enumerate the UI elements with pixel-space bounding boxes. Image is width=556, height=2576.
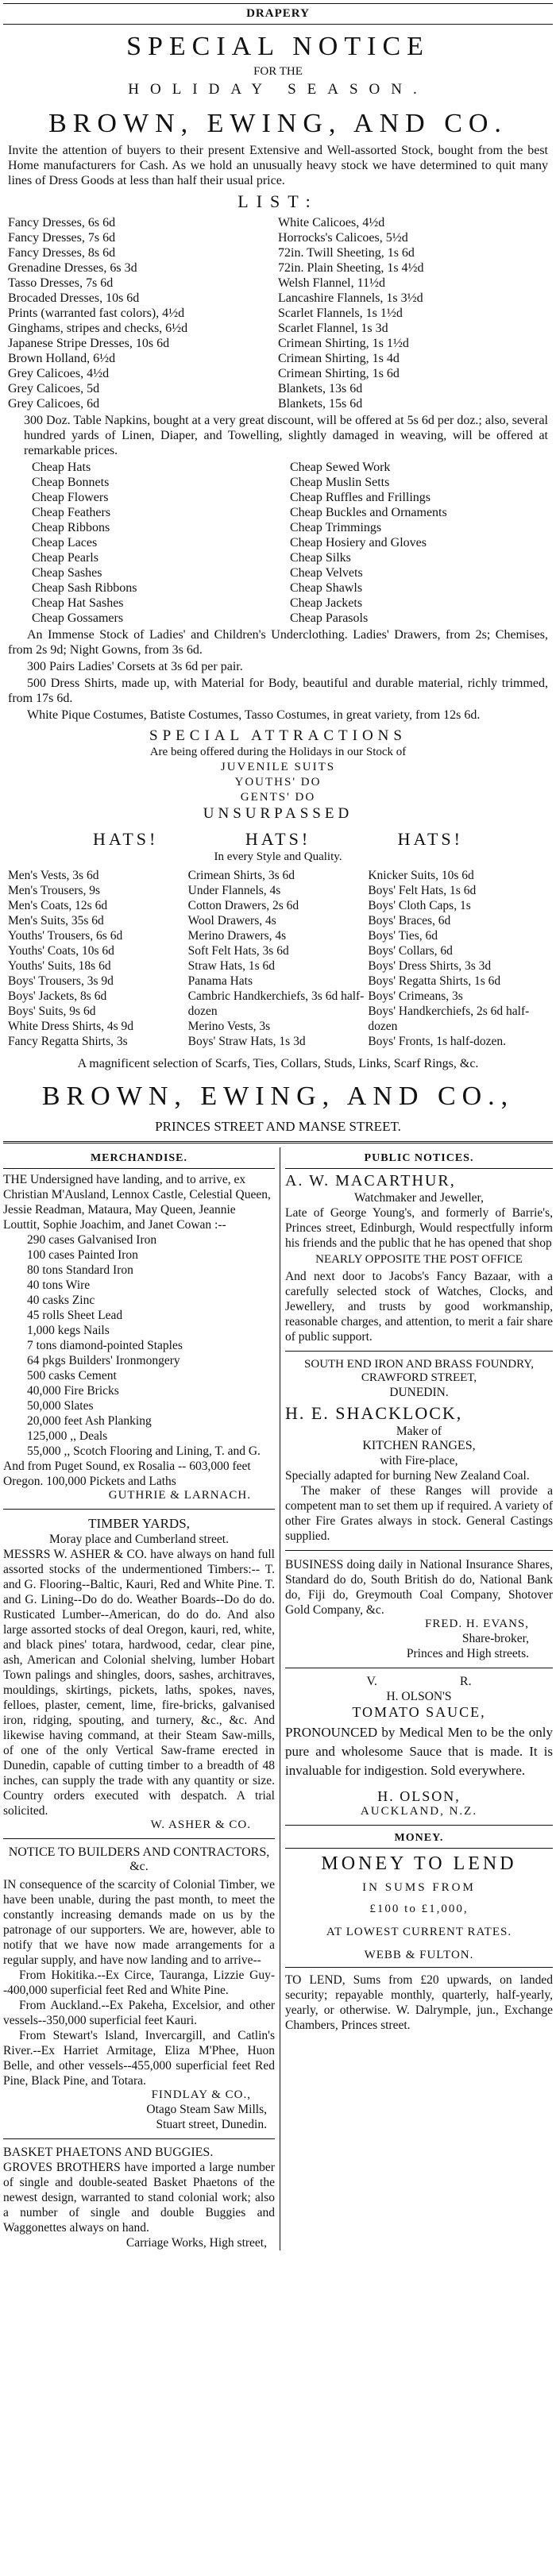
evans-signature: FRED. H. EVANS, [425, 1618, 529, 1630]
list-item: Welsh Flannel, 11½d [278, 276, 385, 290]
newspaper-page [3, 3, 553, 2250]
list-item: Cheap Laces [32, 536, 98, 550]
list-item: Cheap Jackets [290, 596, 363, 610]
list-item: 40,000 Fire Bricks [27, 1384, 119, 1398]
list-item: Boys' Crimeans, 3s [368, 989, 463, 1003]
timber-signature: W. ASHER & CO. [150, 1818, 251, 1831]
macarthur-body-2: And next door to Jacobs's Fancy Bazaar, with a carefully selected stock of Watches, Clocks, and Jewellery, and trusts by good workmanship, reasonable charges, and attention, to merit a fair share of public support. [284, 1270, 553, 1344]
list-item: 50,000 Slates [27, 1399, 94, 1413]
list-item: Under Flannels, 4s [187, 884, 281, 897]
list-item: Cheap Bonnets [32, 476, 110, 489]
list-item: Youths' Coats, 10s 6d [8, 944, 114, 958]
money-header: MONEY. [394, 1832, 444, 1844]
merchandise-header: MERCHANDISE. [90, 1152, 188, 1164]
list-item: Fancy Dresses, 8s 6d [8, 246, 116, 260]
for-the: FOR THE [253, 65, 303, 78]
offered-text: Are being offered during the Holidays in our Stock of [149, 746, 407, 758]
list-item: Grey Calicoes, 4½d [8, 367, 110, 380]
list-item: Boys' Collars, 6d [368, 944, 453, 958]
foundry-city: DUNEDIN. [389, 1386, 449, 1399]
hats-banner: HATS! HATS! HATS! [92, 829, 463, 849]
list-item: White Dress Shirts, 4s 9d [8, 1020, 134, 1033]
list-item: Cheap Sewed Work [290, 461, 391, 474]
list-item: White Calicoes, 4½d [278, 216, 385, 229]
list-item: Wool Drawers, 4s [187, 914, 276, 927]
money-range: £100 to £1,000, [369, 1903, 469, 1915]
list-item: Cheap Flowers [32, 491, 109, 504]
dress-shirts-text: 500 Dress Shirts, made up, with Material for Body, beautiful and durable material, richly trimmed, from 17s 6d. [8, 677, 548, 705]
kitchen-ranges: KITCHEN RANGES, [362, 1439, 476, 1452]
list-item: Scarlet Flannels, 1s 1½d [278, 307, 403, 320]
list-item: Cheap Pearls [32, 551, 98, 565]
menswear-list [8, 868, 548, 1049]
drapery-header: DRAPERY [246, 7, 310, 20]
public-notices-header: PUBLIC NOTICES. [364, 1152, 474, 1164]
builders-from-auckland: From Auckland.--Ex Pakeha, Excelsior, and other vessels--350,000 superficial feet Kauri. [3, 1999, 275, 2027]
list-item: Cheap Feathers [32, 506, 111, 519]
list-item: Prints (warranted fast colors), 4½d [8, 307, 185, 320]
list-item: Cheap Ruffles and Frillings [290, 491, 431, 504]
list-item: Crimean Shirting, 1s 1½d [278, 337, 409, 350]
rule [3, 1509, 275, 1510]
holiday-season: HOLIDAY SEASON. [128, 81, 428, 98]
list-item: Men's Trousers, 9s [8, 884, 101, 897]
list-item: Blankets, 15s 6d [278, 397, 363, 411]
list-item: 72in. Plain Sheeting, 1s 4½d [278, 261, 424, 275]
basket-title: BASKET PHAETONS AND BUGGIES. [3, 2146, 214, 2159]
youths-do: YOUTHS' DO [234, 776, 322, 789]
olson-name: H. OLSON'S [386, 1690, 452, 1703]
hats-subtitle: In every Style and Quality. [214, 850, 342, 863]
list-item: Cheap Ribbons [32, 521, 110, 534]
list-item: Cambric Handkerchiefs, 3s 6d half-dozen [187, 989, 365, 1018]
rule [3, 2138, 275, 2139]
merchandise-signature: GUTHRIE & LARNACH. [108, 1489, 251, 1502]
list-item: Cheap Sash Ribbons [32, 581, 137, 595]
timber-location: Moray place and Cumberland street. [49, 1533, 229, 1546]
builders-signature: FINDLAY & CO., [151, 2088, 251, 2101]
with-fireplace: with Fire-place, [380, 1454, 458, 1467]
list-item: 125,000 ,, Deals [27, 1429, 108, 1443]
builders-from-stewart: From Stewart's Island, Invercargill, and Catlin's River.--Ex Harriet Armitage, Eliza M'Phee, Huon Belle, and other vessels--455,000 superficial feet Red Pine, Black Pine, and Totara. [3, 2029, 275, 2088]
list-item: Men's Coats, 12s 6d [8, 899, 108, 912]
list-item: 100 cases Painted Iron [27, 1248, 138, 1262]
rule [3, 24, 553, 25]
cheap-list-left [8, 460, 290, 626]
tomato-sauce: TOMATO SAUCE, [352, 1704, 486, 1720]
list-item: Scarlet Flannel, 1s 3d [278, 322, 388, 335]
macarthur-trade: Watchmaker and Jeweller, [354, 1191, 484, 1205]
list-item: Cheap Buckles and Ornaments [290, 506, 447, 519]
list-item: Fancy Dresses, 7s 6d [8, 231, 116, 245]
list-item: 40 casks Zinc [27, 1294, 95, 1307]
vr-mark: V. R. [366, 1675, 472, 1688]
basket-body: GROVES BROTHERS have imported a large number of single and double-seated Basket Phaetons of the newest design, warranted to stand colonial work; also a number of single and double Buggies and Waggonettes always on hand. [3, 2161, 275, 2235]
rule [285, 1550, 553, 1551]
nearly-opposite: NEARLY OPPOSITE THE POST OFFICE [315, 1253, 523, 1266]
list-item: Straw Hats, 1s 6d [187, 959, 276, 973]
gents-do: GENTS' DO [240, 791, 316, 804]
list-item: Boys' Suits, 9s 6d [8, 1005, 96, 1018]
list-item: Cheap Silks [290, 551, 351, 565]
builders-signature-2: Otago Steam Saw Mills, [146, 2103, 267, 2116]
list-item: 40 tons Wire [27, 1278, 91, 1292]
list-item: 1,000 kegs Nails [27, 1324, 110, 1337]
list-item: Cheap Muslin Setts [290, 476, 390, 489]
list-item: Crimean Shirts, 3s 6d [187, 869, 295, 882]
list-item: Boys' Jackets, 8s 6d [8, 989, 107, 1003]
rule [285, 1168, 553, 1169]
list-item: 45 rolls Sheet Lead [27, 1309, 123, 1322]
adapted-text: Specially adapted for burning New Zealand Coal. [284, 1469, 530, 1483]
list-title: LIST: [237, 191, 319, 211]
list-item: Boys' Handkerchiefs, 2s 6d half-dozen [368, 1005, 530, 1033]
list-item: Lancashire Flannels, 1s 3½d [278, 291, 423, 305]
list-item: Soft Felt Hats, 3s 6d [187, 944, 289, 958]
list-item: Cheap Hat Sashes [32, 596, 124, 610]
timber-body: MESSRS W. ASHER & CO. have always on hand full assorted stocks of the undermentioned Timbers:-- T. and G. Flooring--Baltic, Kauri, Red and White Pine. T. and G. Lining--Do do do. Weather Boards--Do do do. Rusticated Lumber--American, do do do. And also large assorted stocks of deal Oregon, kauri, red, white, and black pines' totara, hardwood, cedar, clear pine, ash, American and Colonial shelving, lumber Hobart Town palings and shingles, doors, sashes, architraves, mouldings, skirtings, pickets, laths, spokes, naves, felloes, plaster, cement, lime, fire-bricks, galvanised iron, ridging, spouting, and turnery, &c., &c. And likewise having command, at their Steam Saw-mills, of one of the only Vertical Saw-frame erected in Dunedin, capable of cutting timber to a breadth of 48 inches, can supply the trade with any quantity or size. Country orders executed with despatch. A trial solicited. [3, 1548, 275, 1818]
list-item: Fancy Regatta Shirts, 3s [8, 1035, 128, 1048]
price-list-right [278, 215, 548, 411]
special-notice-title: SPECIAL NOTICE [126, 32, 430, 61]
corsets-text: 300 Pairs Ladies' Corsets at 3s 6d per pair. [27, 660, 243, 673]
list-item: Crimean Shirting, 1s 6d [278, 367, 400, 380]
list-item: 7 tons diamond-pointed Staples [27, 1339, 183, 1352]
basket-signature: Carriage Works, High street, [125, 2236, 267, 2250]
rule [285, 1848, 553, 1849]
list-item: Knicker Suits, 10s 6d [368, 869, 474, 882]
list-item: Blankets, 13s 6d [278, 382, 363, 395]
list-item: Boys' Dress Shirts, 3s 3d [368, 959, 492, 973]
money-signature: WEBB & FULTON. [364, 1949, 474, 1961]
list-item: Youths' Suits, 18s 6d [8, 959, 111, 973]
list-item: Japanese Stripe Dresses, 10s 6d [8, 337, 170, 350]
list-item: 55,000 ,, Scotch Flooring and Lining, T. and G. [27, 1444, 261, 1458]
evans-signature-3: Princes and High streets. [406, 1647, 529, 1660]
list-item: Grey Calicoes, 6d [8, 397, 100, 411]
list-item: Cheap Velvets [290, 566, 363, 580]
olson-signature: H. OLSON, [377, 1788, 461, 1804]
rule [285, 1967, 553, 1968]
olson-city: AUCKLAND, N.Z. [360, 1805, 478, 1818]
list-item: Cheap Hats [32, 461, 91, 474]
menswear-col-2 [188, 868, 369, 1049]
list-item: Boys' Straw Hats, 1s 3d [187, 1035, 306, 1048]
list-item: Ginghams, stripes and checks, 6½d [8, 322, 188, 335]
list-item: Boys' Fronts, 1s half-dozen. [368, 1035, 507, 1048]
builders-signature-3: Stuart street, Dunedin. [156, 2118, 267, 2131]
builders-from-hokitika: From Hokitika.--Ex Circe, Tauranga, Lizzie Guy--400,000 superficial feet Red and White Pine. [3, 1969, 275, 1997]
cheap-list [8, 460, 548, 626]
evans-signature-2: Share-broker, [461, 1632, 529, 1645]
juvenile-suits: JUVENILE SUITS [220, 761, 336, 773]
list-item: 20,000 feet Ash Planking [27, 1414, 152, 1428]
merchandise-intro: THE Undersigned have landing, and to arrive, ex Christian M'Ausland, Lennox Castle, Celestial Queen, Jessie Readman, Mataura, May Queen, Jeannie Louttit, Sophie Joachim, and Janet Cowan :-- [3, 1173, 271, 1232]
list-item: Merino Vests, 3s [187, 1020, 271, 1033]
list-item: Cheap Hosiery and Gloves [290, 536, 427, 550]
unsurpassed: UNSURPASSED [203, 805, 353, 822]
list-item: Cheap Shawls [290, 581, 363, 595]
foundry-street: CRAWFORD STREET, [361, 1371, 477, 1384]
list-item: 72in. Twill Sheeting, 1s 6d [278, 246, 415, 260]
olson-body: PRONOUNCED by Medical Men to be the only pure and wholesome Sauce that is made. It is invaluable for indigestion. Sold everywhere. [284, 1725, 553, 1778]
intro-text: Invite the attention of buyers to their present Extensive and Well-assorted Stock, bought from the best Home manufacturers for Cash. As we hold an unusually heavy stock we have determined to quit many lines of Dress Goods at less than half their usual price. [8, 144, 548, 187]
list-item: Tasso Dresses, 7s 6d [8, 276, 114, 290]
left-column [3, 1147, 280, 2250]
builders-body: IN consequence of the scarcity of Colonial Timber, we have been unable, during the past month, to meet the constantly increasing demands made on us by the patronage of our supporters. We are, however, able to notify that we have now made arrangements for a regular supply, and have now landing and to arrive-- [3, 1878, 275, 1967]
list-item: Boys' Trousers, 3s 9d [8, 974, 114, 988]
list-item: Brown Holland, 6½d [8, 352, 116, 365]
rule [285, 1825, 553, 1826]
firm-name: BROWN, EWING, AND CO. [48, 109, 508, 138]
money-title: MONEY TO LEND [321, 1853, 517, 1874]
list-item: Boys' Braces, 6d [368, 914, 451, 927]
price-list [8, 215, 548, 411]
list-item: 500 casks Cement [27, 1369, 117, 1382]
list-item: Cotton Drawers, 2s 6d [187, 899, 299, 912]
list-item: Grey Calicoes, 5d [8, 382, 100, 395]
merchandise-items [3, 1232, 275, 1459]
lend-body: TO LEND, Sums from £20 upwards, on landed security; repayable monthly, quarterly, half-yearly, yearly, or otherwise. W. Dalrymple, jun., Exchange Chambers, Princes street. [284, 1973, 553, 2032]
underclothing-text: An Immense Stock of Ladies' and Children's Underclothing. Ladies' Drawers, from 2s; Chemises, from 2s 9d; Night Gowns, from 3s 6d. [8, 628, 548, 657]
puget-sound-text: And from Puget Sound, ex Rosalia -- 603,000 feet Oregon. 100,000 Pickets and Laths [3, 1460, 251, 1488]
rule [3, 1838, 275, 1839]
list-item: 64 pkgs Builders' Ironmongery [27, 1354, 180, 1367]
macarthur-body: Late of George Young's, and formerly of Barrie's, Princes street, Edinburgh, Would respectfully inform his friends and the public that he has opened that shop [284, 1206, 553, 1250]
list-item: Merino Drawers, 4s [187, 929, 287, 943]
special-attractions: SPECIAL ATTRACTIONS [149, 727, 407, 744]
firm-address: PRINCES STREET AND MANSE STREET. [155, 1119, 401, 1134]
menswear-col-1 [8, 868, 188, 1049]
money-sums: IN SUMS FROM [362, 1881, 476, 1894]
list-item: Boys' Regatta Shirts, 1s 6d [368, 974, 501, 988]
cheap-list-right [290, 460, 548, 626]
list-item: Crimean Shirting, 1s 4d [278, 352, 400, 365]
builders-title: NOTICE TO BUILDERS AND CONTRACTORS, &c. [8, 1845, 270, 1873]
scarfs-text: A magnificent selection of Scarfs, Ties, Collars, Studs, Links, Scarf Rings, &c. [77, 1057, 479, 1070]
list-item: 290 cases Galvanised Iron [27, 1233, 157, 1247]
list-item: 80 tons Standard Iron [27, 1263, 133, 1277]
timber-title: TIMBER YARDS, [88, 1516, 190, 1531]
shacklock-name: H. E. SHACKLOCK, [284, 1403, 463, 1423]
list-item: Men's Vests, 3s 6d [8, 869, 99, 882]
section-divider [3, 1141, 553, 1143]
list-item: Horrocks's Calicoes, 5½d [278, 231, 408, 245]
rule [3, 1168, 275, 1169]
pique-text: White Pique Costumes, Batiste Costumes, Tasso Costumes, in great variety, from 12s 6d. [27, 708, 481, 722]
list-item: Men's Suits, 35s 6d [8, 914, 104, 927]
foundry-body: The maker of these Ranges will provide a competent man to set them up if required. A variety of other Fire Grates always in stock. General Castings supplied. [284, 1484, 553, 1543]
list-item: Fancy Dresses, 6s 6d [8, 216, 116, 229]
list-item: Cheap Gossamers [32, 611, 124, 625]
list-item: Boys' Cloth Caps, 1s [368, 899, 471, 912]
list-item: Grenadine Dresses, 6s 3d [8, 261, 137, 275]
list-item: Boys' Ties, 6d [368, 929, 438, 943]
money-rates: AT LOWEST CURRENT RATES. [326, 1926, 512, 1938]
rule [285, 1351, 553, 1352]
firm-name-footer: BROWN, EWING, AND CO., [41, 1082, 515, 1111]
list-item: Boys' Felt Hats, 1s 6d [368, 884, 477, 897]
classifieds [3, 1147, 553, 2250]
list-item: Panama Hats [187, 974, 253, 988]
foundry-title: SOUTH END IRON AND BRASS FOUNDRY, [304, 1358, 534, 1371]
macarthur-name: A. W. MACARTHUR, [284, 1172, 456, 1190]
price-list-left [8, 215, 278, 411]
maker-of: Maker of [396, 1425, 442, 1438]
list-item: Cheap Sashes [32, 566, 102, 580]
top-rule [3, 3, 553, 4]
right-column [280, 1147, 553, 2250]
list-item: Cheap Trimmings [290, 521, 382, 534]
list-item: Cheap Parasols [290, 611, 369, 625]
napkins-text: 300 Doz. Table Napkins, bought at a very great discount, will be offered at 5s 6d per doz.; also, several hundred yards of Linen, Diaper, and Towelling, slightly damaged in weaving, will be offered at remarkable prices. [24, 414, 548, 457]
evans-body: BUSINESS doing daily in National Insurance Shares, Standard do do, South British do do, National Bank do, Fiji do, Greymouth Coal Company, Shotover Gold Company, &c. [284, 1558, 553, 1617]
list-item: Brocaded Dresses, 10s 6d [8, 291, 140, 305]
list-item: Youths' Trousers, 6s 6d [8, 929, 123, 943]
menswear-col-3 [368, 868, 548, 1049]
